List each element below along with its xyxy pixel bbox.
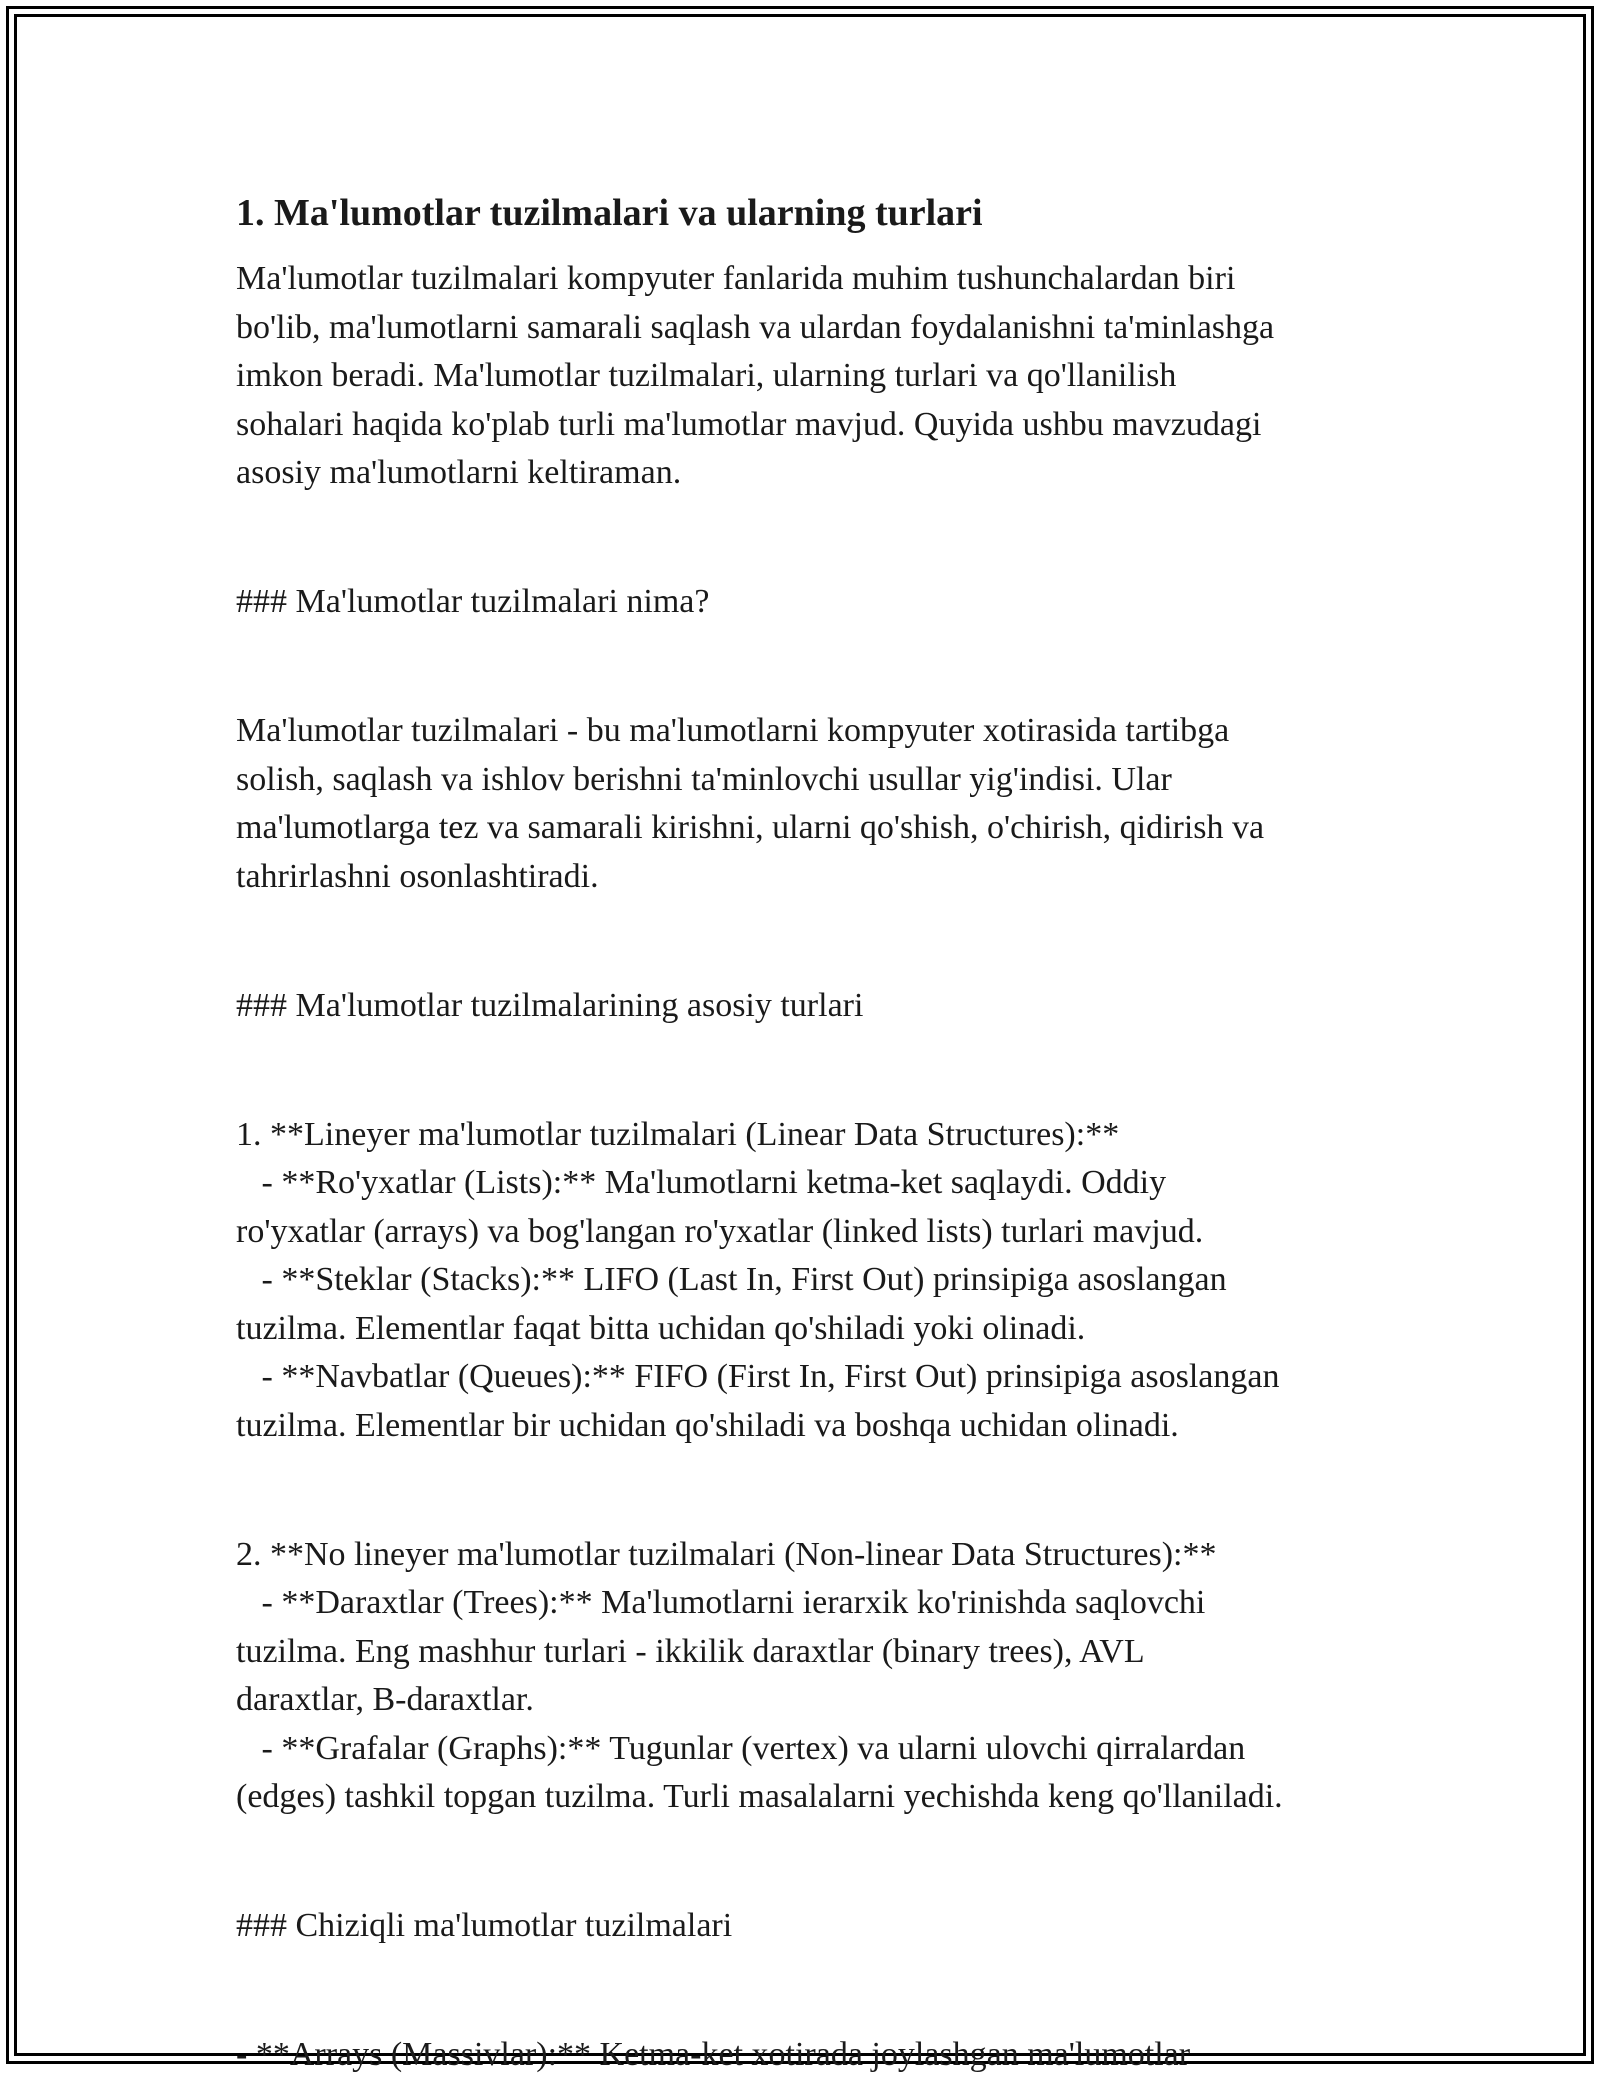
text-line: tahrirlashni osonlashtiradi. [236,857,599,895]
text-line: bo'lib, ma'lumotlarni samarali saqlash va ulardan foydalanishni ta'minlashga [236,308,1275,346]
blank-line [236,514,1396,563]
text-line: daraxtlar, B-daraxtlar. [236,1681,534,1718]
blank-line [236,1046,1396,1095]
text-line: - **Navbatlar (Queues):** FIFO (First In, First Out) prinsipiga asoslangan [236,1358,1280,1395]
text-line: ro'yxatlar (arrays) va bog'langan ro'yxatlar (linked lists) turlari mavjud. [236,1212,1204,1250]
blank-line [236,643,1396,692]
text-line: 1. **Lineyer ma'lumotlar tuzilmalari (Linear Data Structures):** [236,1115,1120,1153]
text-line: sohalari haqida ko'plab turli ma'lumotlar mavjud. Quyida ushbu mavzudagi [236,405,1262,443]
document-title: 1. Ma'lumotlar tuzilmalari va ularning turlari [236,192,983,234]
text-line: - **Grafalar (Graphs):** Tugunlar (vertex) va ularni ulovchi qirralardan [236,1729,1246,1767]
section-heading-line: ### Ma'lumotlar tuzilmalarining asosiy turlari [236,986,864,1024]
text-line: Ma'lumotlar tuzilmalari kompyuter fanlarida muhim tushunchalardan biri [236,260,1236,297]
text-line: (edges) tashkil topgan tuzilma. Turli masalalarni yechishda keng qo'llaniladi. [236,1778,1283,1815]
text-line: asosiy ma'lumotlarni keltiraman. [236,454,682,491]
text-line: 2. **No lineyer ma'lumotlar tuzilmalari (Non-linear Data Structures):** [236,1535,1217,1573]
text-line: - **Steklar (Stacks):** LIFO (Last In, First Out) prinsipiga asoslangan [236,1261,1227,1298]
text-line: Ma'lumotlar tuzilmalari - bu ma'lumotlarni kompyuter xotirasida tartibga [236,712,1230,749]
text-line: ma'lumotlarga tez va samarali kirishni, ularni qo'shish, o'chirish, qidirish va [236,809,1265,846]
blank-line [236,917,1396,966]
text-line: tuzilma. Elementlar faqat bitta uchidan qo'shiladi yoki olinadi. [236,1309,1086,1347]
section-heading-line: ### Chiziqli ma'lumotlar tuzilmalari [236,1907,733,1944]
blank-line [236,1466,1396,1515]
document-text [236,255,1396,2080]
text-line: tuzilma. Eng mashhur turlari - ikkilik daraxtlar (binary trees), AVL [236,1632,1145,1670]
section-heading-line: ### Ma'lumotlar tuzilmalari nima? [236,583,710,620]
text-line: - **Daraxtlar (Trees):** Ma'lumotlarni ierarxik ko'rinishda saqlovchi [236,1584,1206,1621]
blank-line [236,1967,1396,2016]
blank-line [236,1838,1396,1887]
text-line: solish, saqlash va ishlov berishni ta'minlovchi usullar yig'indisi. Ular [236,760,1172,798]
text-line: tuzilma. Elementlar bir uchidan qo'shiladi va boshqa uchidan olinadi. [236,1406,1179,1444]
document-body [236,187,1396,2080]
text-line: imkon beradi. Ma'lumotlar tuzilmalari, ularning turlari va qo'llanilish [236,357,1177,394]
text-line: - **Arrays (Massivlar):** Ketma-ket xotirada joylashgan ma'lumotlar [236,2036,1191,2073]
text-line: - **Ro'yxatlar (Lists):** Ma'lumotlarni ketma-ket saqlaydi. Oddiy [236,1164,1167,1201]
